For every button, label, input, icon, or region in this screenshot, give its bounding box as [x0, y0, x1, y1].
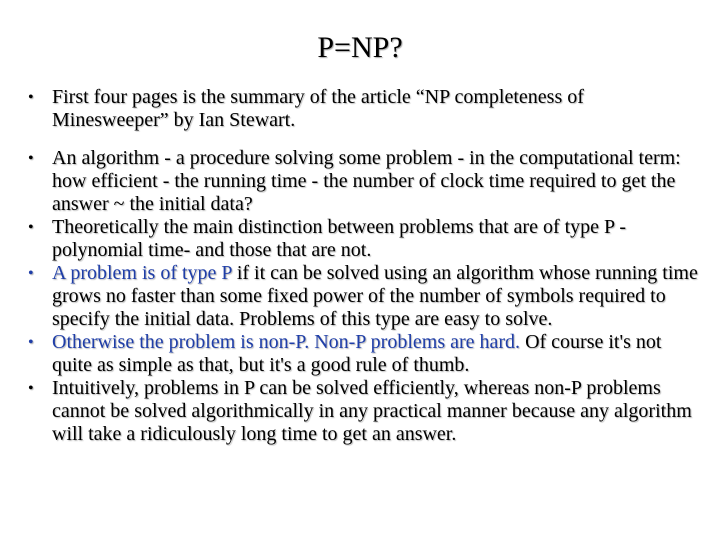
bullet-accent-text: Otherwise the problem is non-P. Non-P problems are hard. — [52, 331, 521, 353]
bullet-text: if it can be solved using an algorithm whose running time grows no faster than some fixed power of the number of symbols required to specify the initial data. Problems of this type are easy to solve. — [52, 262, 698, 330]
bullet-dot-icon: • — [28, 380, 34, 397]
bullet-dot-icon: • — [28, 150, 34, 167]
bullet-text: Of course it's not quite as simple as that, but it's a good rule of thumb. — [52, 331, 662, 376]
bullet-item — [26, 377, 702, 446]
bullet-text: Theoretically the main distinction between problems that are of type P - polynomial time- and those that are not. — [52, 216, 627, 261]
bullet-item — [26, 331, 702, 377]
bullet-text: An algorithm - a procedure solving some problem - in the computational term: how efficient - the running time - the number of clock time required to get the answer ~ the initial data? — [52, 147, 681, 215]
bullet-dot-icon: • — [28, 334, 34, 351]
bullet-item — [26, 86, 702, 132]
bullet-accent-text: A problem is of type P — [52, 262, 232, 284]
slide-title: P=NP? — [317, 31, 403, 64]
bullet-item — [26, 216, 702, 262]
bullet-text: First four pages is the summary of the article “NP completeness of Minesweeper” by Ian Stewart. — [52, 86, 584, 131]
bullet-dot-icon: • — [28, 219, 34, 236]
bullet-list — [26, 86, 702, 446]
bullet-item — [26, 147, 702, 216]
bullet-dot-icon: • — [28, 265, 34, 282]
bullet-text: Intuitively, problems in P can be solved efficiently, whereas non-P problems cannot be solved algorithmically in any practical manner because any algorithm will take a ridiculously long time to get an answer. — [52, 377, 692, 445]
bullet-dot-icon: • — [28, 89, 34, 106]
bullet-item — [26, 262, 702, 331]
